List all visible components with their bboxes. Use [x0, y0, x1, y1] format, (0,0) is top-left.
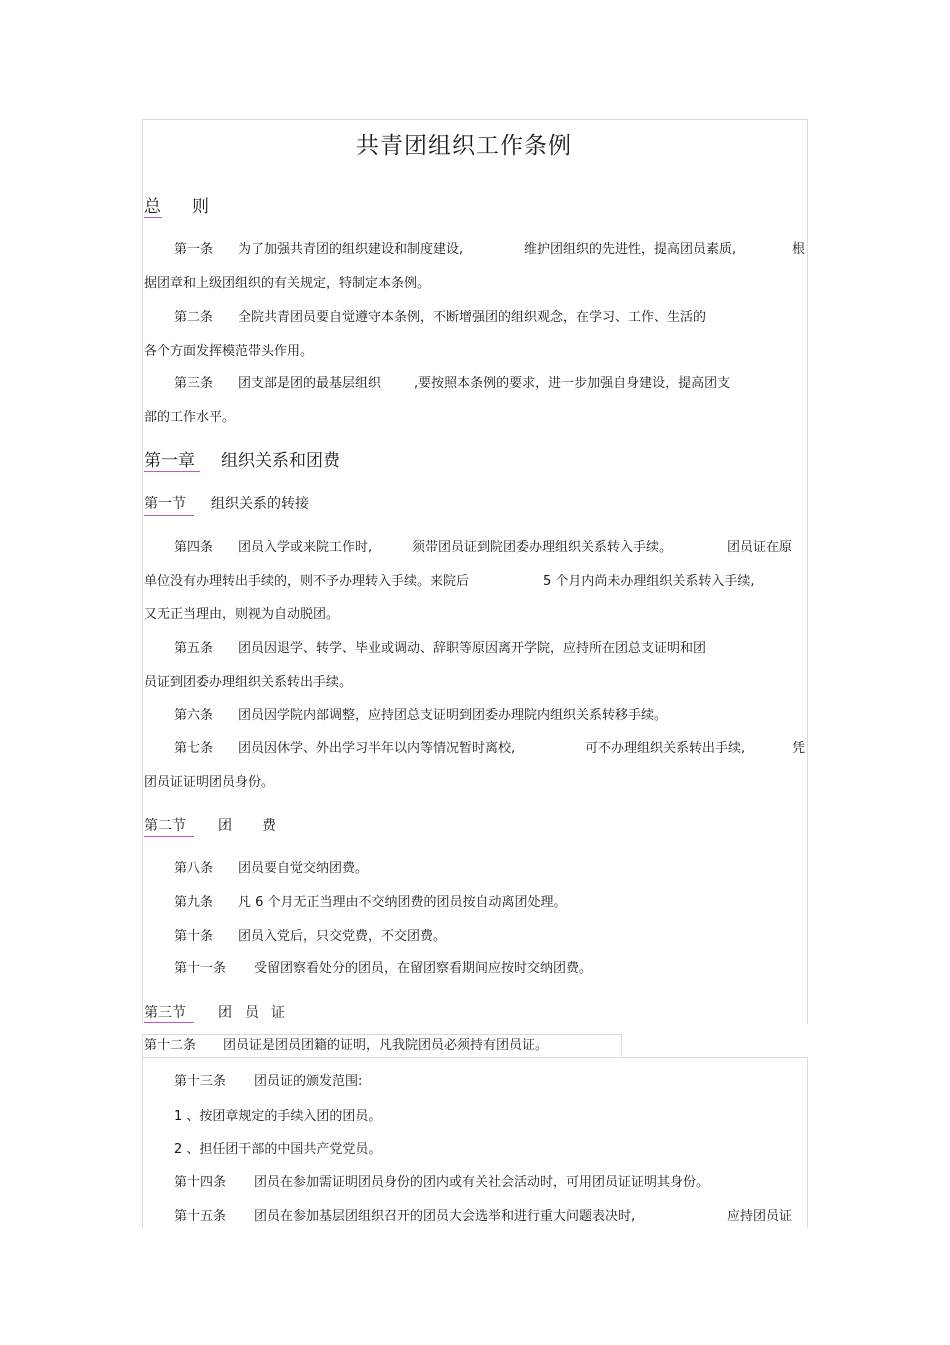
article-text: 团员证在原 [727, 540, 793, 555]
list-item: 1 、按团章规定的手续入团的团员。 [174, 1109, 382, 1124]
article-text: 团员因学院内部调整，应持团总支证明到团委办理院内组织关系转移手续。 [238, 708, 668, 723]
article-text: 团员在参加基层团组织召开的团员大会选举和进行重大问题表决时, [254, 1209, 636, 1224]
article-text: 单位没有办理转出手续的，则不予办理转入手续。来院后 [144, 574, 470, 589]
article-text: 受留团察看处分的团员，在留团察看期间应按时交纳团费。 [254, 961, 593, 976]
article-text: 维护团组织的先进性，提高团员素质, [524, 242, 737, 257]
article-number: 第一条 [174, 242, 214, 257]
article-number: 第十五条 [174, 1209, 227, 1224]
chapter-underline [144, 471, 200, 472]
article-text: 为了加强共青团的组织建设和制度建设, [238, 242, 464, 257]
article-text: 据团章和上级团组织的有关规定，特制定本条例。 [144, 276, 431, 291]
article-text: 团员在参加需证明团员身份的团内或有关社会活动时，可用团员证证明其身份。 [254, 1175, 710, 1190]
article-number: 第二条 [174, 310, 214, 325]
article-text: 凡 6 个月无正当理由不交纳团费的团员按自动离团处理。 [238, 895, 567, 910]
article-text: 5 个月内尚未办理组织关系转入手续, [543, 574, 755, 589]
article-text: 团支部是团的最基层组织 [238, 376, 382, 391]
article-number: 第十条 [174, 929, 214, 944]
article-text: 须带团员证到院团委办理组织关系转入手续。 [412, 540, 673, 555]
list-item: 2 、担任团干部的中国共产党党员。 [174, 1142, 382, 1157]
article-text: 团员因休学、外出学习半年以内等情况暂时离校, [238, 741, 516, 756]
section-name: 组织关系的转接 [211, 496, 309, 512]
article-text: 团员因退学、转学、毕业或调动、辞职等原因离开学院，应持所在团总支证明和团 [238, 641, 707, 656]
section-label: 第一节 [144, 496, 186, 512]
section-underline [144, 1022, 194, 1023]
article-text: 员证到团委办理组织关系转出手续。 [144, 675, 353, 690]
article-number: 第九条 [174, 895, 214, 910]
general-heading-a: 总 [144, 197, 161, 217]
article-text: 部的工作水平。 [144, 410, 236, 425]
chapter-label: 第一章 [144, 451, 195, 471]
article-text: 团员证证明团员身份。 [144, 775, 275, 790]
general-heading-b: 则 [192, 197, 209, 217]
article-text: 可不办理组织关系转出手续, [585, 741, 746, 756]
article-number: 第十三条 [174, 1074, 227, 1089]
article-text: ,要按照本条例的要求，进一步加强自身建设，提高团支 [414, 376, 731, 391]
section-label: 第三节 [144, 1005, 186, 1021]
article-number: 第五条 [174, 641, 214, 656]
article-number: 第八条 [174, 861, 214, 876]
article-text: 团员入党后，只交党费，不交团费。 [238, 929, 447, 944]
article-number: 第六条 [174, 708, 214, 723]
section-underline [144, 515, 194, 516]
section-label: 第二节 [144, 818, 186, 834]
document-title: 共青团组织工作条例 [356, 133, 572, 159]
heading-underline [144, 217, 162, 218]
section-underline [144, 836, 194, 837]
section-name: 员 [245, 1005, 259, 1021]
article-text: 团员证是团员团籍的证明，凡我院团员必须持有团员证。 [223, 1038, 549, 1053]
section-name: 证 [271, 1005, 285, 1021]
section-name: 团 [218, 818, 232, 834]
article-number: 第十四条 [174, 1175, 227, 1190]
article-text: 全院共青团员要自觉遵守本条例，不断增强团的组织观念，在学习、工作、生活的 [238, 310, 707, 325]
article-text: 各个方面发挥模范带头作用。 [144, 344, 314, 359]
article-text: 凭 [792, 741, 806, 756]
article-text: 团员入学或来院工作时, [238, 540, 373, 555]
article-text: 根 [792, 242, 806, 257]
article-text: 应持团员证 [727, 1209, 793, 1224]
article-number: 第四条 [174, 540, 214, 555]
article-text: 团员要自觉交纳团费。 [238, 861, 369, 876]
chapter-name: 组织关系和团费 [221, 451, 340, 471]
section-name: 费 [262, 818, 276, 834]
article-text: 又无正当理由，则视为自动脱团。 [144, 607, 340, 622]
article-number: 第七条 [174, 741, 214, 756]
article-number: 第三条 [174, 376, 214, 391]
article-number: 第十二条 [144, 1038, 197, 1053]
article-number: 第十一条 [174, 961, 227, 976]
article-text: 团员证的颁发范围: [254, 1074, 363, 1089]
section-name: 团 [218, 1005, 232, 1021]
